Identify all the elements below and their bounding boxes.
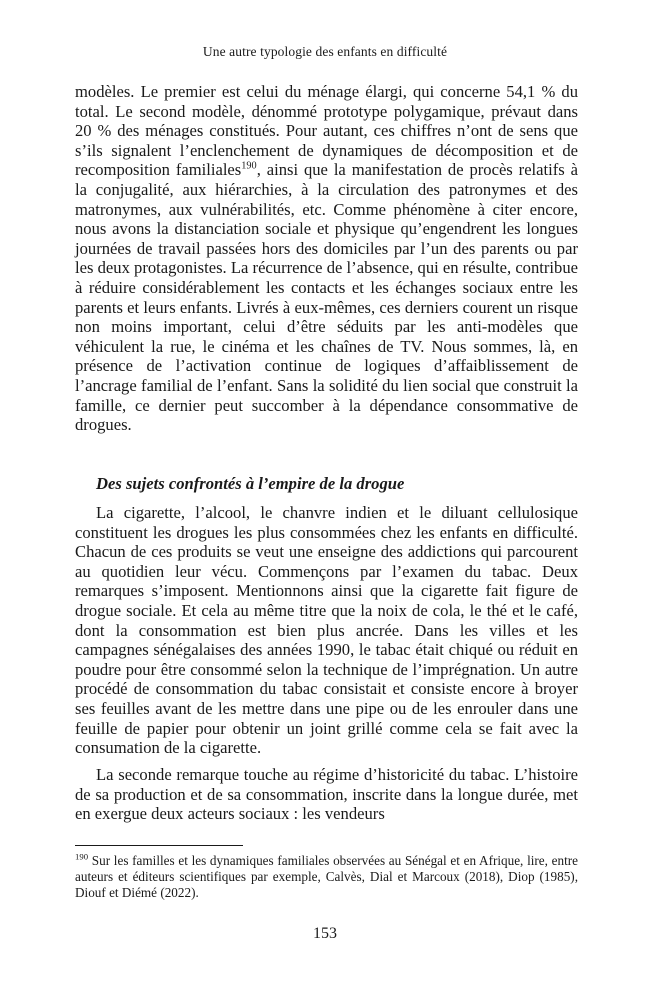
page-number: 153 xyxy=(313,925,337,942)
section-heading: Des sujets confrontés à l’empire de la drogue xyxy=(96,474,405,493)
body-paragraph-1 xyxy=(75,82,578,435)
footnote-separator xyxy=(75,845,243,846)
paragraph-2-text: La cigarette, l’alcool, le chanvre indien et le diluant cellulosique constituent les drogues les plus consommées chez les enfants en difficulté. Chacun de ces produits se veut une enseigne des addictions qui parcourent au quotidien leur vécu. Commençons par l’examen du tabac. Deux remarques s’imposent. Mentionnons ainsi que la cigarette fait figure de drogue sociale. Et cela au même titre que la noix de cola, le thé et le café, dont la consommation est bien plus ancrée. Dans les villes et les campagnes sénégalaises des années 1990, le tabac était chiqué ou réduit en poudre pour être consommé selon la technique de l’imprégnation. Un autre procédé de consommation du tabac consistait et consiste encore à broyer ses feuilles avant de les mettre dans une pipe ou de les enrouler dans une feuille de papier pour obtenir un joint grillé comme cela se fait avec la consumation de la cigarette. xyxy=(75,503,578,758)
footnote-number: 190 xyxy=(75,851,89,862)
footnote xyxy=(75,853,578,902)
paragraph-1-text-after-note: , ainsi que la manifestation de procès relatifs à la conjugalité, aux hiérarchies, à la circulation des patronymes et des matronymes, aux vulnérabilités, etc. Comme phénomène à citer encore, nous avons la distanciation sociale et physique qu’engendrent les longues journées de travail passées hors des domiciles par l’un des parents ou par les deux protagonistes. La récurrence de l’absence, qui en résulte, contribue à réduire considérablement les contacts et les échanges sociaux entre les parents et leurs enfants. Livrés à eux-mêmes, ces derniers courent un risque non moins important, celui d’être séduits par les anti-modèles que véhiculent la rue, le cinéma et les chaînes de TV. Nous sommes, là, en présence de l’activation continue de logiques d’affaiblissement de l’ancrage familial de l’enfant. Sans la solidité du lien social que construit la famille, ce dernier peut succomber à la dépendance consommative de drogues. xyxy=(75,160,578,435)
paragraph-1-text-before-note: modèles. Le premier est celui du ménage élargi, qui concerne 54,1 % du total. Le second modèle, dénommé prototype polygamique, prévaut dans 20 % des ménages constitués. Pour autant, ces chiffres n’ont de sens que s’ils signalent l’enclenchement de dynamiques de décomposition et de recomposition familiales xyxy=(75,82,578,180)
footnote-text: Sur les familles et les dynamiques familiales observées au Sénégal et en Afrique, lire, entre auteurs et éditeurs scientifiques par exemple, Calvès, Dial et Marcoux (2018), Diop (1985), Diouf et Diémé (2022). xyxy=(75,853,578,901)
body-paragraph-2 xyxy=(75,503,578,758)
paragraph-3-text: La seconde remarque touche au régime d’historicité du tabac. L’histoire de sa production et de sa consommation, inscrite dans la longue durée, met en exergue deux acteurs sociaux : les vendeurs xyxy=(75,765,578,824)
footnote-reference[interactable]: 190 xyxy=(241,160,257,172)
body-paragraph-3 xyxy=(75,765,578,824)
running-header: Une autre typologie des enfants en difficulté xyxy=(202,44,448,59)
